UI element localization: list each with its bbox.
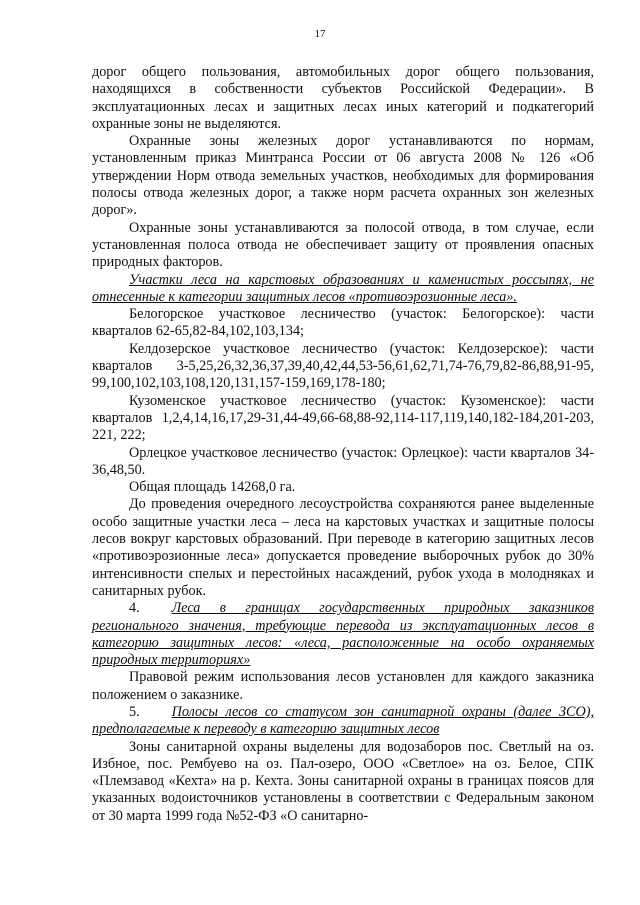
paragraph-total-area: Общая площадь 14268,0 га.: [129, 479, 296, 496]
page-number: 17: [314, 28, 326, 40]
section-heading-sanitary-zones: [92, 704, 594, 739]
paragraph-road-protection-zones: дорог общего пользования, автомобильных дорог общего пользования, находящихся в собственности субъектов Российской Федерации». В эксплуатационных лесах и защитных лесах иных категорий и подкатегорий охранные зоны не выделяются.: [92, 64, 594, 132]
section-heading-karst-areas: Участки леса на карстовых образованиях и каменистых россыпях, не отнесенные к категории защитных лесов «противоэрозионные леса».: [92, 271, 594, 305]
paragraph-railway-norms: Охранные зоны железных дорог устанавливаются по нормам, установленным приказ Минтранса России от 06 августа 2008 № 126 «Об утверждении Норм отвода земельных участков, необходимых для формирования полосы отвода железных дорог, а также норм расчета охранных зон железных дорог».: [92, 133, 594, 219]
section-number: 4.: [129, 600, 140, 617]
section-heading-reserves: [92, 600, 594, 669]
paragraph-until-forest-management: До проведения очередного лесоустройства сохраняются ранее выделенные особо защитные участки леса – леса на карстовых участках и защитные полосы лесов вокруг карстовых образований. При переводе в категорию защитных лесов «противоэрозионные леса» допускается проведение выборочных рубок до 30% интенсивности спелых и перестойных насаждений, рубок ухода в молодняках и санитарных рубок.: [92, 496, 594, 599]
section-title: Леса в границах государственных природных заказников регионального значения, требующие перевода из эксплуатационных лесов в категорию защитных лесов: «леса, расположенные на особо охраняемых природных территориях»: [92, 600, 594, 669]
paragraph-kuzomenskoe: Кузоменское участковое лесничество (участок: Кузоменское): части кварталов 1,2,4,14,16,17,29-31,44-49,66-68,88-92,114-117,119,140,182-184,201-203, 221, 222;: [92, 392, 594, 444]
paragraph-keldozerskoe: Келдозерское участковое лесничество (участок: Келдозерское): части кварталов 3-5,25,26,32,36,37,39,40,42,44,53-56,61,62,71,74-76,79,82-86,88,91-95, 99,100,102,103,108,120,131,157-159,169,178-180;: [92, 340, 594, 392]
paragraph-protection-zone-scope: Охранные зоны устанавливаются за полосой отвода, в том случае, если установленная полоса отвода не обеспечивает защиту от проявления опасных природных факторов.: [92, 219, 594, 271]
document-body: [92, 64, 594, 825]
paragraph-reserve-legal-regime: Правовой режим использования лесов установлен для каждого заказника положением о заказнике.: [92, 669, 594, 703]
paragraph-belogorskoe: Белогорское участковое лесничество (участок: Белогорское): части кварталов 62-65,82-84,102,103,134;: [92, 306, 594, 340]
section-title: Полосы лесов со статусом зон санитарной охраны (далее ЗСО), предполагаемые к переводу в категорию защитных лесов: [92, 703, 594, 738]
paragraph-orletskoe: Орлецкое участковое лесничество (участок: Орлецкое): части кварталов 34-36,48,50.: [92, 444, 594, 478]
paragraph-sanitary-zones: Зоны санитарной охраны выделены для водозаборов пос. Светлый на оз. Избное, пос. Рембуево на оз. Пал-озеро, ООО «Светлое» на оз. Белое, СПК «Племзавод «Кехта» на р. Кехта. Зоны санитарной охраны в границах поясов для указанных водоисточников установлены в соответствии с Федеральным законом от 30 марта 1999 года №52-ФЗ «О санитарно-: [92, 738, 594, 824]
section-number: 5.: [129, 703, 140, 720]
